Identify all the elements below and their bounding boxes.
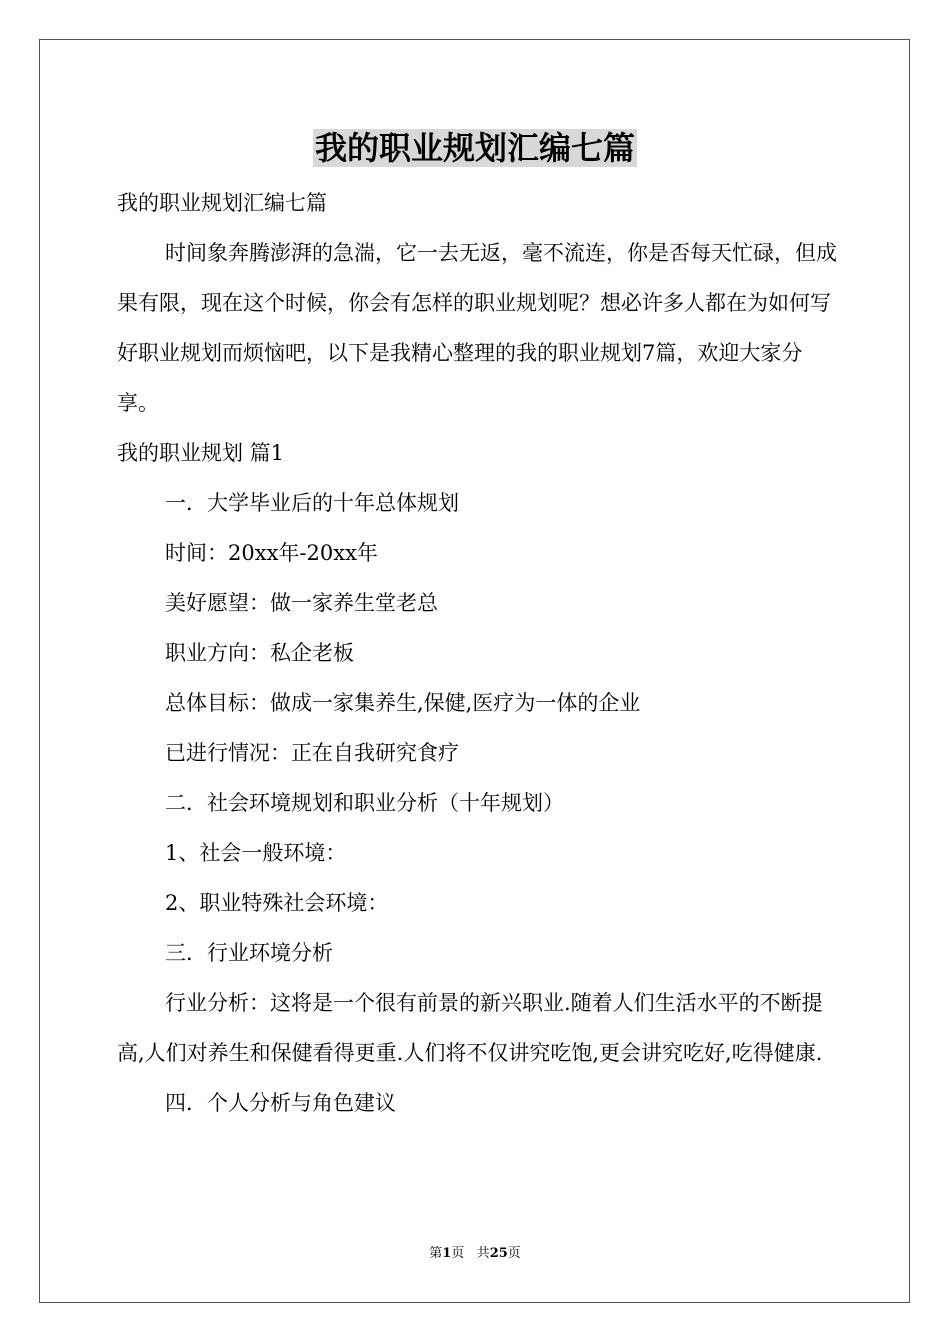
plan-line: 时间：20xx年-20xx年 — [165, 541, 378, 565]
footer-page-number: 1 — [442, 1246, 452, 1261]
document-subtitle: 我的职业规划汇编七篇 — [117, 191, 327, 215]
footer-total-prefix: 共 — [476, 1246, 490, 1261]
page-footer — [0, 1245, 950, 1263]
plan-line: 1、社会一般环境： — [165, 841, 347, 865]
document-body — [117, 178, 837, 1128]
intro-paragraph: 时间象奔腾澎湃的急湍，它一去无返，毫不流连，你是否每天忙碌，但成果有限，现在这个时候，你会有怎样的职业规划呢？想必许多人都在为如何写好职业规划而烦恼吧，以下是我精心整理的我的职业规划7篇，欢迎大家分享。 — [117, 241, 837, 415]
plan-line: 四．个人分析与角色建议 — [165, 1091, 396, 1115]
footer-page-unit: 页 — [451, 1246, 465, 1261]
plan-line: 已进行情况：正在自我研究食疗 — [165, 741, 459, 765]
footer-total-unit: 页 — [507, 1246, 521, 1261]
document-title-text: 我的职业规划汇编七篇 — [314, 129, 635, 167]
plan-line: 职业方向：私企老板 — [165, 641, 354, 665]
industry-analysis-paragraph: 行业分析：这将是一个很有前景的新兴职业.随着人们生活水平的不断提高,人们对养生和保健看得更重.人们将不仅讲究吃饱,更会讲究吃好,吃得健康. — [117, 991, 823, 1065]
plan-line: 总体目标：做成一家集养生,保健,医疗为一体的企业 — [165, 691, 641, 715]
plan-line: 二．社会环境规划和职业分析（十年规划） — [165, 791, 564, 815]
footer-prefix: 第 — [429, 1246, 443, 1261]
footer-total-pages: 25 — [489, 1246, 508, 1261]
plan-line: 一．大学毕业后的十年总体规划 — [165, 491, 459, 515]
plan-line: 美好愿望：做一家养生堂老总 — [165, 591, 438, 615]
plan-line: 三．行业环境分析 — [165, 941, 333, 965]
plan-line: 2、职业特殊社会环境： — [165, 891, 389, 915]
document-title — [0, 128, 950, 168]
section-heading: 我的职业规划 篇1 — [117, 441, 285, 465]
